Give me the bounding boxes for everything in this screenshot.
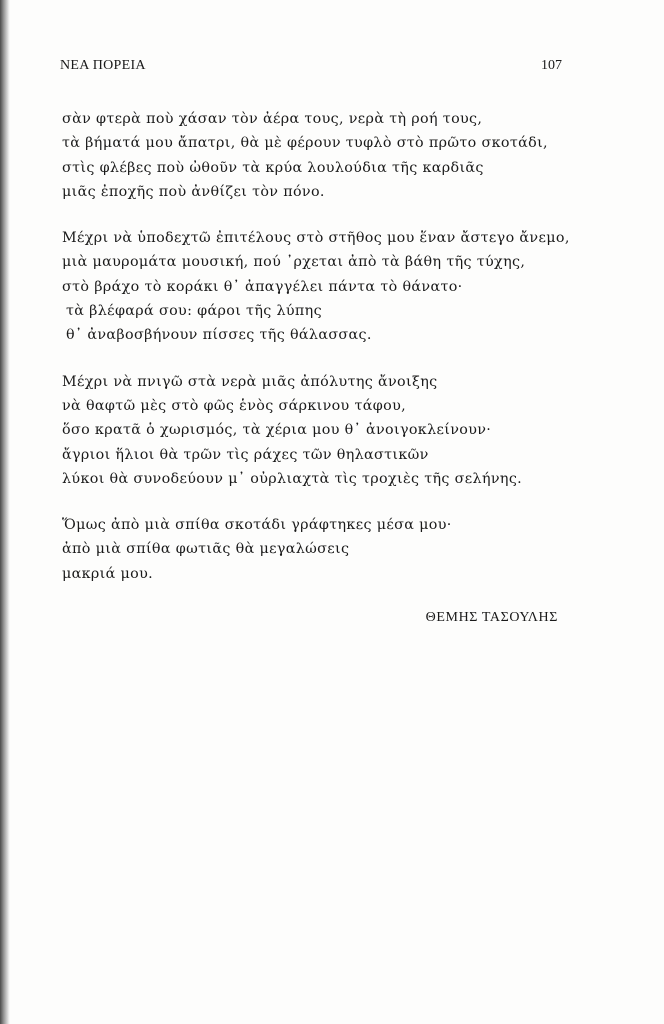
poem-line: μιὰ μαυρομάτα μουσική, πού ᾽ρχεται ἀπὸ τὰ βάθη τῆς τύχης, bbox=[62, 254, 526, 271]
poem-line: τὰ βήματά μου ἄπατρι, θὰ μὲ φέρουν τυφλὸ στὸ πρῶτο σκοτάδι, bbox=[62, 135, 548, 152]
poem-line: ἄγριοι ἥλιοι θὰ τρῶν τὶς ράχες τῶν θηλαστικῶν bbox=[62, 446, 429, 463]
poem-line: στὶς φλέβες ποὺ ὠθοῦν τὰ κρύα λουλούδια τῆς καρδιᾶς bbox=[62, 159, 484, 176]
poem-line: ἀπὸ μιὰ σπίθα φωτιᾶς θὰ μεγαλώσεις bbox=[62, 541, 350, 558]
poem-line: θ᾽ ἀναβοσβήνουν πίσσες τῆς θάλασσας. bbox=[66, 327, 372, 344]
poem-line: Μέχρι νὰ ὑποδεχτῶ ἐπιτέλους στὸ στῆθος μου ἕναν ἄστεγο ἄνεμο, bbox=[62, 230, 570, 247]
poem-body bbox=[62, 107, 570, 586]
page-number: 107 bbox=[541, 58, 562, 73]
binding-shadow bbox=[0, 0, 10, 1024]
stanza-2 bbox=[62, 226, 570, 347]
poem-line: Μέχρι νὰ πνιγῶ στὰ νερὰ μιᾶς ἀπόλυτης ἄνοιξης bbox=[62, 373, 438, 390]
poem-line: λύκοι θὰ συνοδεύουν μ᾽ οὐρλιαχτὰ τὶς τροχιὲς τῆς σελήνης. bbox=[62, 470, 523, 487]
author-signature: ΘΕΜΗΣ ΤΑΣΟΥΛΗΣ bbox=[425, 610, 558, 625]
poem-line: μιᾶς ἐποχῆς ποὺ ἀνθίζει τὸν πόνο. bbox=[62, 183, 325, 200]
poem-line: νὰ θαφτῶ μὲς στὸ φῶς ἑνὸς σάρκινου τάφου, bbox=[62, 397, 407, 414]
poem-line: μακριά μου. bbox=[62, 565, 154, 582]
poem-line: Ὅμως ἀπὸ μιὰ σπίθα σκοτάδι γράφτηκες μέσα μου· bbox=[62, 517, 452, 534]
journal-title: ΝΕΑ ΠΟΡΕΙΑ bbox=[60, 58, 146, 73]
stanza-3 bbox=[62, 370, 562, 491]
running-head bbox=[60, 58, 562, 78]
poem-line: σὰν φτερὰ ποὺ χάσαν τὸν ἀέρα τους, νερὰ τὴ ροή τους, bbox=[62, 111, 483, 127]
poem-line: ὅσο κρατᾶ ὁ χωρισμός, τὰ χέρια μου θ᾽ ἀνοιγοκλείνουν· bbox=[62, 422, 492, 439]
poem-line: τὰ βλέφαρά σου: φάροι τῆς λύπης bbox=[66, 303, 322, 320]
poem-line: στὸ βράχο τὸ κοράκι θ᾽ ἀπαγγέλει πάντα τὸ θάνατο· bbox=[62, 278, 463, 295]
stanza-1 bbox=[62, 107, 562, 204]
stanza-4 bbox=[62, 513, 562, 586]
